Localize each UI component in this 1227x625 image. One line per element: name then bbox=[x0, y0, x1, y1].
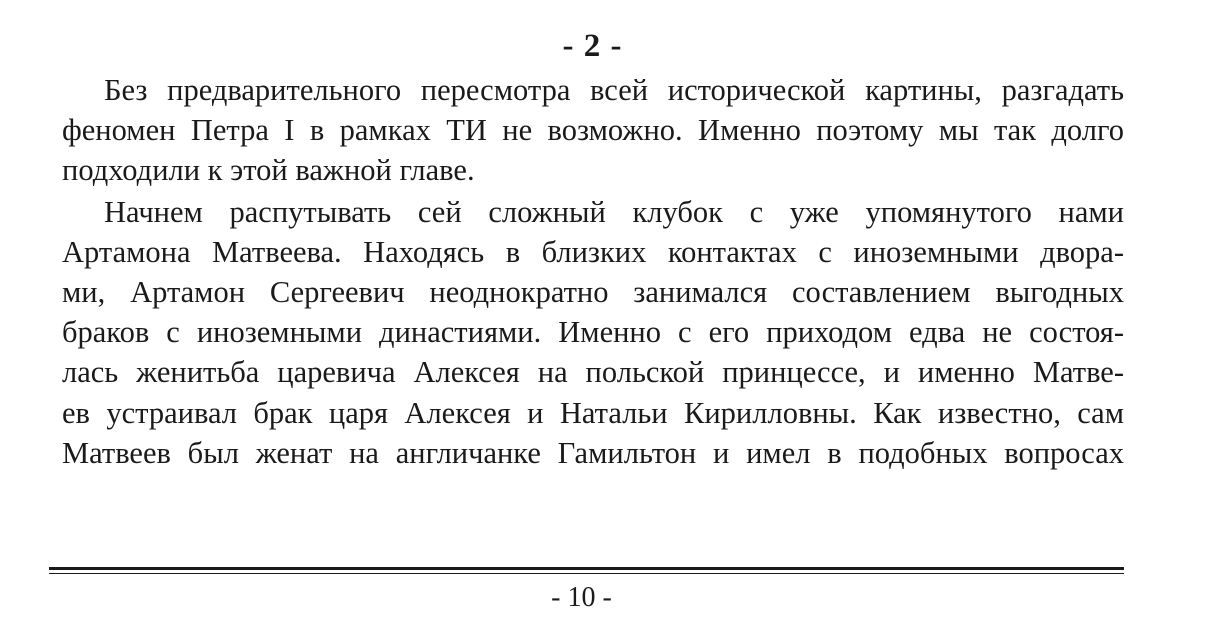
paragraph-line: Артамона Матвеева. Находясь в близких контактах с иноземными двора- bbox=[62, 234, 1124, 269]
paragraph-1 bbox=[62, 70, 1124, 191]
paragraph-line: ев устраивал брак царя Алексея и Натальи Кирилловны. Как известно, сам bbox=[62, 395, 1124, 430]
body-text bbox=[62, 70, 1124, 473]
footer-rule-thin bbox=[49, 573, 1124, 575]
paragraph-2 bbox=[62, 192, 1124, 473]
paragraph-line: Без предварительного пересмотра всей исторической картины, разгадать bbox=[104, 73, 1124, 107]
footer-rule-thick bbox=[49, 567, 1124, 570]
paragraph-line: подходили к этой важной главе. bbox=[62, 153, 475, 188]
page-number: - 10 - bbox=[551, 582, 612, 613]
paragraph-line: Начнем распутывать сей сложный клубок с уже упомянутого нами bbox=[104, 194, 1124, 229]
paragraph-line: феномен Петра I в рамках ТИ не возможно. Именно поэтому мы так долго bbox=[62, 113, 1124, 148]
paragraph-line: браков с иноземными династиями. Именно с его приходом едва не состоя- bbox=[62, 315, 1124, 350]
paragraph-line: Матвеев был женат на англичанке Гамильтон и имел в подобных вопросах bbox=[62, 435, 1124, 470]
paragraph-line: ми, Артамон Сергеевич неоднократно занимался составлением выгодных bbox=[62, 275, 1124, 310]
chapter-heading: - 2 - bbox=[562, 28, 623, 64]
paragraph-line: лась женитьба царевича Алексея на польской принцессе, и именно Матве- bbox=[62, 355, 1124, 390]
